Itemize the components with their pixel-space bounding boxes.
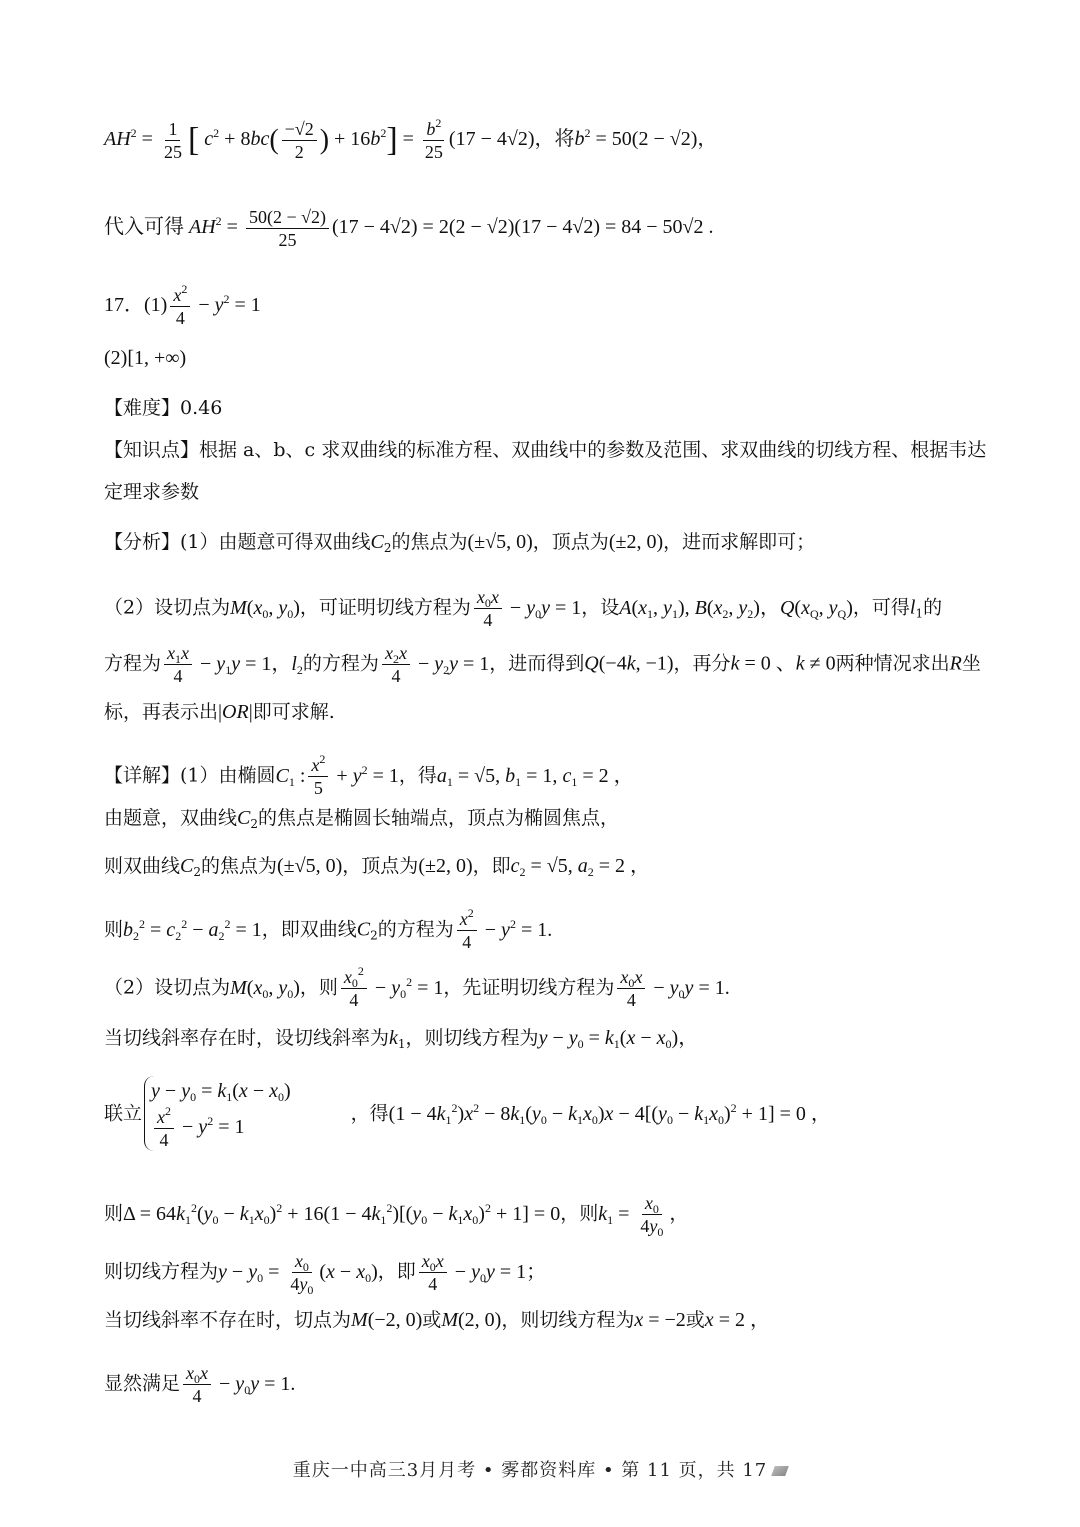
text-segment: 方程为 bbox=[104, 652, 162, 675]
text-segment: ，得 bbox=[398, 764, 437, 787]
text-segment: 代入可得 bbox=[104, 216, 184, 239]
detail-line1: 【详解】(1）由椭圆$C_1$ : $\frac{x^2}{5}$ + $y^2 = 1$，得$a_1 = √5$, $b_1 = 1$, $c_1 = 2$ ， bbox=[104, 752, 634, 798]
text-segment: 或 bbox=[685, 1309, 705, 1331]
text-segment: 则双曲线 bbox=[104, 855, 181, 877]
detail-line5: （2）设切点为$M(x_0$, $y_0$)，则 $\frac{x_0^2}{4}$ − $y_0^2 = 1$，先证明切线方程为 $\frac{x_0x}{4}$ − $y_0y = 1$. bbox=[104, 964, 730, 1010]
text-segment: ，进而得到 bbox=[489, 652, 585, 675]
analysis-line2: （2）设切点为$M(x_0$, $y_0$)，可证明切线方程为 $\frac{x_0x}{4}$ − $y_0y = 1$，设$A(x_1$, $y_1$), $B(x_2$, $y_2$)，$Q(x_Q$, $y_Q$)，可得$l_1$的 bbox=[104, 587, 943, 630]
text-segment: ，顶点为 bbox=[342, 855, 419, 877]
detail-line9: 则切线方程为$y - y_0$ = $\frac{x_0}{4y_0}$ $(x - x_0)$，即 $\frac{x_0x}{4}$ − $y_0y = 1$； bbox=[104, 1251, 547, 1297]
text-segment: 的焦点为 bbox=[201, 855, 278, 877]
text-segment: ，则切线方程为 bbox=[501, 1309, 635, 1331]
answer-17-1: 17．(1) $\frac{x^2}{4}$ − $y^2 = 1$ bbox=[104, 282, 261, 328]
text-segment: 标，再表示出 bbox=[104, 701, 219, 723]
text-segment: 当切线斜率不存在时，切点为 bbox=[104, 1309, 352, 1331]
analysis-line4: 标，再表示出|OR|即可求解. bbox=[104, 701, 335, 723]
text-segment: （2）设切点为 bbox=[104, 596, 231, 619]
analysis-line3: 方程为 $\frac{x_1x}{4}$ − $y_1y = 1$，$l_2$的方程为 $\frac{x_2x}{4}$ − $y_2y = 1$，进而得到Q(−4k, −1)，再分k = 0 、k ≠ 0两种情况求出R坐 bbox=[104, 643, 981, 686]
text-segment: ，可得 bbox=[852, 596, 910, 619]
text-segment: ，顶点为 bbox=[532, 531, 609, 553]
text-segment: ，则 bbox=[560, 1202, 599, 1225]
equation-system: $y - y_0 = k_1(x - x_0)$ $\frac{x^2}{4}$ − $y^2 = 1$ bbox=[144, 1076, 291, 1151]
knowledge-points-line1: 【知识点】根据 a、b、c 求双曲线的标准方程、双曲线中的参数及范围、求双曲线的切线方程、根据韦达 bbox=[104, 439, 987, 461]
line-substitute: 代入可得 $AH^2$ = $\frac{50(2 - √2)}{25}$ (17 − 4√2) = 2(2 − √2)(17 − 4√2) = 84 − 50√2 . bbox=[104, 207, 714, 250]
text-segment: 由题意，双曲线 bbox=[104, 807, 238, 829]
text-segment: 则切线方程为 bbox=[104, 1260, 219, 1283]
text-segment: 两种情况求出 bbox=[835, 652, 950, 675]
knowledge-points-line2: 定理求参数 bbox=[104, 481, 200, 503]
question-label: 17．(1) bbox=[104, 294, 168, 317]
text-segment: 的焦点是椭圆长轴端点，顶点为椭圆焦点， bbox=[258, 807, 620, 829]
text-segment: （2）设切点为 bbox=[104, 976, 231, 999]
detail-line4: 则$b_2^2 = c_2^2 - a_2^2 = 1$，即双曲线$C_2$的方程为 $\frac{x^2}{4}$ − $y^2 = 1$. bbox=[104, 906, 553, 952]
text-segment: 【分析】(1）由题意可得双曲线 bbox=[104, 531, 371, 553]
text-segment: 的 bbox=[923, 596, 943, 619]
text-segment: 当切线斜率存在时，设切线斜率为 bbox=[104, 1027, 390, 1049]
text-segment: ，可证明切线方程为 bbox=[299, 596, 471, 619]
line-ah-squared: $AH^2$ = $\frac{1}{25}$ [ $c^2 + 8bc$( $\frac{-√2}{2}$ ) + $16b^2$] = $\frac{b^2}{25}$ (17 − 4√2)，将$b^2 = 50(2 - √2)$， bbox=[104, 116, 718, 162]
text-segment: ，再分 bbox=[673, 652, 731, 675]
detail-line10: 当切线斜率不存在时，切点为M(−2, 0)或M(2, 0)，则切线方程为x = −2或x = 2 ， bbox=[104, 1309, 770, 1331]
text-segment: 则 bbox=[104, 918, 124, 941]
text-segment: ，则切线方程为 bbox=[405, 1027, 539, 1049]
page-curl-icon bbox=[771, 1466, 789, 1476]
text-segment: 即可求解. bbox=[252, 701, 335, 723]
detail-line8: 则$\Delta = 64k_1^2(y_0 - k_1x_0)^2 + 16(1 - 4k_1^2)[(y_0 - k_1x_0)^2 + 1] = 0$，则$k_1$ = $\frac{x_0}{4y_0}$ ， bbox=[104, 1193, 689, 1239]
detail-line6: 当切线斜率存在时，设切线斜率为$k_1$，则切线方程为$y - y_0 = k_1(x - x_0)$， bbox=[104, 1027, 699, 1051]
text-segment: 显然满足 bbox=[104, 1372, 181, 1395]
answer-17-2: (2)[1, +∞) bbox=[104, 347, 187, 369]
text-segment: ，将 bbox=[534, 128, 575, 151]
page-footer bbox=[0, 1456, 1080, 1482]
text-segment: ，设 bbox=[581, 596, 620, 619]
text-segment: ，则 bbox=[299, 976, 338, 999]
text-segment: 坐 bbox=[961, 652, 981, 675]
text-segment: ，即 bbox=[472, 855, 511, 877]
text-segment: ，即双曲线 bbox=[261, 918, 357, 941]
detail-line11: 显然满足 $\frac{x_0x}{4}$ − $y_0y = 1$. bbox=[104, 1363, 296, 1406]
detail-line3: 则双曲线$C_2$的焦点为(±√5, 0)，顶点为(±2, 0)，即$c_2 = √5$, $a_2 = 2$ ， bbox=[104, 855, 651, 879]
footer-text: 重庆一中高三3月月考 • 雾都资料库 • 第 11 页，共 17 bbox=[292, 1460, 768, 1481]
text-segment: 的方程为 bbox=[302, 652, 379, 675]
detail-line2: 由题意，双曲线$C_2$的焦点是椭圆长轴端点，顶点为椭圆焦点， bbox=[104, 807, 620, 831]
text-segment: ，得 bbox=[350, 1102, 389, 1125]
text-segment: 则 bbox=[104, 1202, 124, 1225]
text-segment: ，即 bbox=[377, 1260, 416, 1283]
text-segment: 联立 bbox=[104, 1102, 143, 1125]
text-segment: 的焦点为 bbox=[391, 531, 468, 553]
detail-line7-system: 联立 $y - y_0 = k_1(x - x_0)$ $\frac{x^2}{4}$ − $y^2 = 1$ ，得$(1 - 4k_1^2)x^2 - 8k_1(y_0 - k_1x_0)x - 4[(y_0 - k_1x_0)^2 + 1] = 0$ ， bbox=[104, 1076, 1020, 1166]
question-label: (2) bbox=[104, 347, 128, 369]
analysis-line1: 【分析】(1）由题意可得双曲线$C_2$的焦点为(±√5, 0)，顶点为(±2, 0)，进而求解即可； bbox=[104, 531, 816, 555]
text-segment: 【详解】(1）由椭圆 bbox=[104, 764, 276, 787]
text-segment: 的方程为 bbox=[377, 918, 454, 941]
difficulty: 【难度】0.46 bbox=[104, 397, 223, 419]
text-segment: ，进而求解即可； bbox=[663, 531, 816, 553]
text-segment: ，先证明切线方程为 bbox=[443, 976, 615, 999]
text-segment: 或 bbox=[422, 1309, 442, 1331]
